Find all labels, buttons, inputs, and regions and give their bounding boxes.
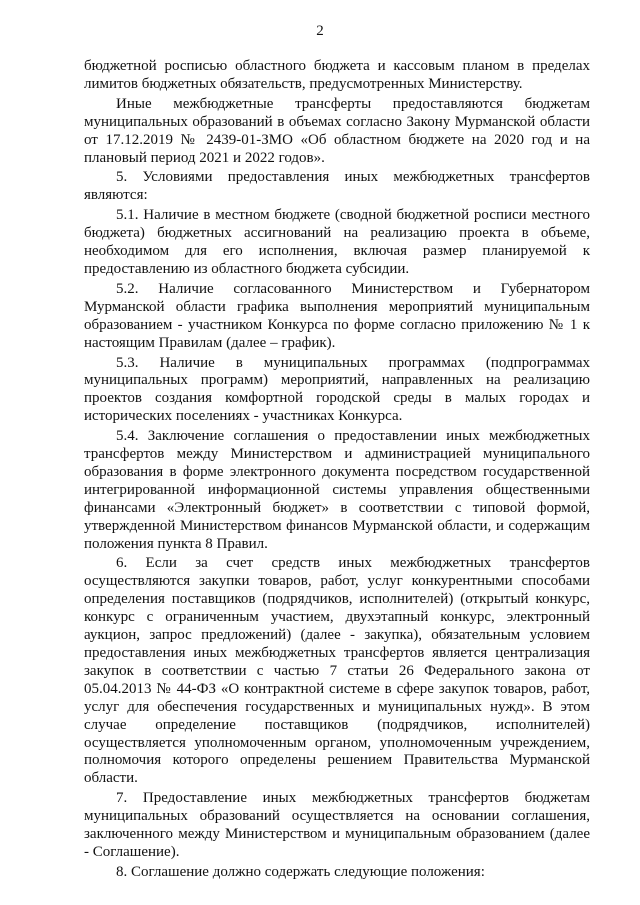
paragraph-5: 5. Условиями предоставления иных межбюджетных трансфертов являются: [84, 169, 590, 204]
paragraph-transfers-volume: Иные межбюджетные трансферты предоставляются бюджетам муниципальных образований в объемах согласно Закону Мурманской области от 17.12.2019 № 2439-01-ЗМО «Об областном бюджете на 2020 год и на плановый период 2021 и 2022 годов». [84, 95, 590, 166]
page-number: 2 [316, 23, 324, 39]
paragraph-5-4: 5.4. Заключение соглашения о предоставлении иных межбюджетных трансфертов между Министерством и администрацией муниципального образования в форме электронного документа посредством государственной интегрированной информационной системы управления общественными финансами «Электронный бюджет» в соответствии с типовой формой, утвержденной Министерством финансов Мурманской области, и содержащим положения пункта 8 Правил. [84, 428, 590, 552]
paragraph-8: 8. Соглашение должно содержать следующие положения: [116, 863, 485, 880]
paragraph-7: 7. Предоставление иных межбюджетных трансфертов бюджетам муниципальных образований осуществляется на основании соглашения, заключенного между Министерством и муниципальным образованием (далее - Соглашение). [84, 790, 590, 860]
paragraph-5-3: 5.3. Наличие в муниципальных программах (подпрограммах муниципальных программ) мероприятий, направленных на реализацию проектов создания комфортной городской среды в малых городах и исторических поселениях - участниках Конкурса. [84, 354, 590, 425]
paragraph-5-2: 5.2. Наличие согласованного Министерством и Губернатором Мурманской области графика выполнения мероприятий муниципальным образованием - участником Конкурса по форме согласно приложению № 1 к настоящим Правилам (далее – график). [84, 280, 590, 351]
paragraph-5-1: 5.1. Наличие в местном бюджете (сводной бюджетной росписи местного бюджета) бюджетных ассигнований на реализацию проекта в объеме, необходимом для его исполнения, включая размер планируемой к предоставлению из областного бюджета субсидии. [84, 207, 590, 277]
paragraph-6: 6. Если за счет средств иных межбюджетных трансфертов осуществляются закупки товаров, работ, услуг конкурентными способами определения поставщиков (подрядчиков, исполнителей) (открытый конкурс, конкурс с ограниченным участием, двухэтапный конкурс, электронный аукцион, запрос предложений) (далее - закупка), обязательным условием предоставления иных межбюджетных трансфертов является централизация закупок в соответствии с частью 7 статьи 26 Федерального закона от 05.04.2013 № 44-ФЗ «О контрактной системе в сфере закупок товаров, работ, услуг для обеспечения государственных и муниципальных нужд». В этом случае определение поставщиков (подрядчиков, исполнителей) осуществляется уполномоченным органом, уполномоченным учреждением, полномочия которого определены решением Правительства Мурманской области. [84, 555, 590, 787]
paragraph-budget-list: бюджетной росписью областного бюджета и кассовым планом в пределах лимитов бюджетных обязательств, предусмотренных Министерству. [84, 58, 590, 92]
document-body [84, 58, 590, 884]
